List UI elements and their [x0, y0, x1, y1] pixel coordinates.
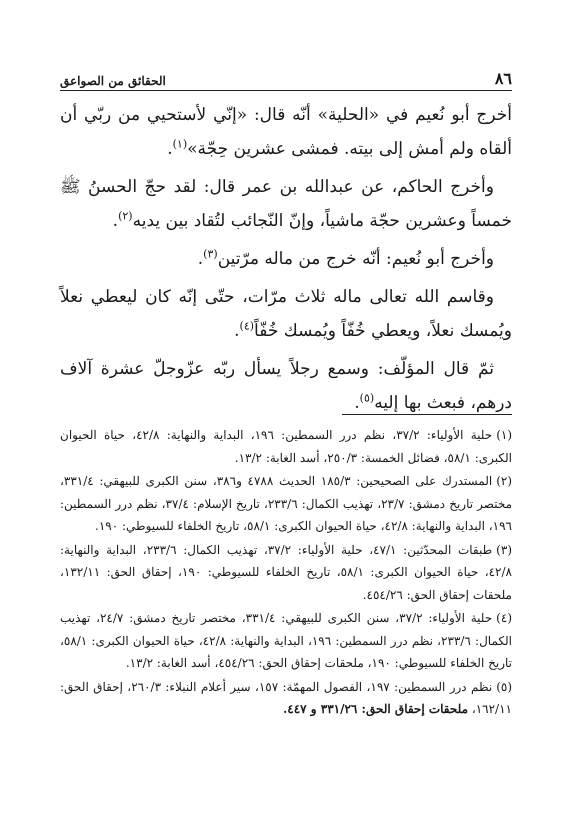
footnote-1 [60, 424, 512, 469]
footnote-3 [60, 539, 512, 607]
footnote-text: طبقات المحدّثين: ٤٧/١، حلية الأولياء: ٣٧/٢، تهذيب الكمال: ٢٣٣/٦، البداية والنهاية: ٤٢/٨، حياة الحيوان الكبرى: ٥٨/١، تاريخ الخلفاء للسيوطي: ١٩٠، إحقاق الحق: ١٣٢/١١، ملحقات إحقاق الحق: ٤٥٤/٢٦. [60, 542, 512, 602]
page-number: ٨٦ [494, 69, 512, 88]
footnote-number: (٣) [496, 542, 512, 557]
footnote-text: المستدرك على الصحيحين: ١٨٥/٣ الحديث ٤٧٨٨ و٣٨٦، سنن الكبرى للبيهقي: ٣٣١/٤، مختصر تاريخ دمشق: ٢٣/٧، تهذيب الكمال: ٢٣٣/٦، تاريخ الإسلام: ٣٧/٤، نظم درر السمطين: ١٩٦، البداية والنهاية: ٤٢/٨، حياة الحيوان الكبرى: ٥٨/١، تاريخ الخلفاء للسيوطي: ١٩٠. [60, 474, 512, 533]
footnotes [60, 424, 512, 722]
page-header [60, 66, 512, 91]
main-text [60, 98, 512, 424]
paragraph-5: ثمّ قال المؤلّف: وسمع رجلاً يسأل ربّه عزّوجلّ عشرة آلاف درهم، فبعث بها إليه$^{(٥)}$. [60, 359, 512, 413]
footnote-number: (٥) [496, 679, 513, 694]
footnote-ref-1[interactable]: (١) [172, 137, 188, 151]
footnote-ref-3[interactable]: (٣) [203, 247, 218, 261]
footnote-2 [60, 470, 512, 538]
footnote-5 [60, 676, 512, 721]
footnote-text: حلية الأولياء: ٣٧/٢، نظم درر السمطين: ١٩٦، البداية والنهاية: ٤٢/٨، حياة الحيوان الكبرى: ٥٨/١، فضائل الخمسة: ٢٥٠/٣، أسد الغابة: ١٣/٢. [60, 428, 512, 465]
footnote-text: نظم درر السمطين: ١٩٧، الفصول المهمّة: ١٥٧، سير أعلام النبلاء: ٢٦٠/٣، إحقاق الحق: ١٦٢/١١، [60, 679, 512, 716]
footnote-ref-4[interactable]: (٤) [239, 319, 255, 333]
footnote-divider [342, 414, 512, 415]
paragraph-4: وقاسم الله تعالى ماله ثلاث مرّات، حتّى إنّه كان ليعطي نعلاً ويُمسك نعلاً، ويعطي خُفّاً ويُمسك خُفّاً$^{(٤)}$. [60, 287, 512, 341]
footnote-bold-text: ملحقات إحقاق الحق: ٣٣١/٢٦ و ٤٤٧. [283, 702, 469, 716]
paragraph-1: أخرج أبو نُعيم في «الحلية» أنّه قال: «إنّي لأستحيي من ربّي أن ألقاه ولم أمش إلى بيته. فمشى عشرين حِجّة»$^{(١)}$. [60, 105, 512, 159]
footnote-number: (٢) [496, 474, 513, 488]
footnote-ref-5[interactable]: (٥) [359, 391, 375, 405]
footnote-4 [60, 607, 512, 675]
paragraph-2: وأخرج الحاكم، عن عبدالله بن عمر قال: لقد حجّ الحسنُ ﷺ خمساً وعشرين حجّة ماشياً، وإنّ النّجائب لتُقاد بين يديه$^{(٢)}$. [60, 177, 512, 231]
footnote-ref-2[interactable]: (٢) [118, 209, 133, 223]
running-title: الحقائق من الصواعق [60, 74, 166, 88]
paragraph-3: وأخرج أبو نُعيم: أنّه خرج من ماله مرّتين$^{(٣)}$. [197, 247, 494, 269]
footnote-number: (١) [496, 428, 513, 442]
footnote-number: (٤) [496, 611, 512, 625]
footnote-text: حلية الأولياء: ٣٧/٢، سنن الكبرى للبيهقي: ٣٣١/٤، مختصر تاريخ دمشق: ٢٤/٧، تهذيب الكمال: ٢٣٣/٦، نظم درر السمطين: ١٩٦، البداية والنهاية: ٤٢/٨، حياة الحيوان الكبرى: ٥٨/١، تاريخ الخلفاء للسيوطي: ١٩٠، ملحقات إحقاق الحق: ٤٥٤/٢٦، أسد الغابة: ١٣/٢. [60, 611, 512, 670]
